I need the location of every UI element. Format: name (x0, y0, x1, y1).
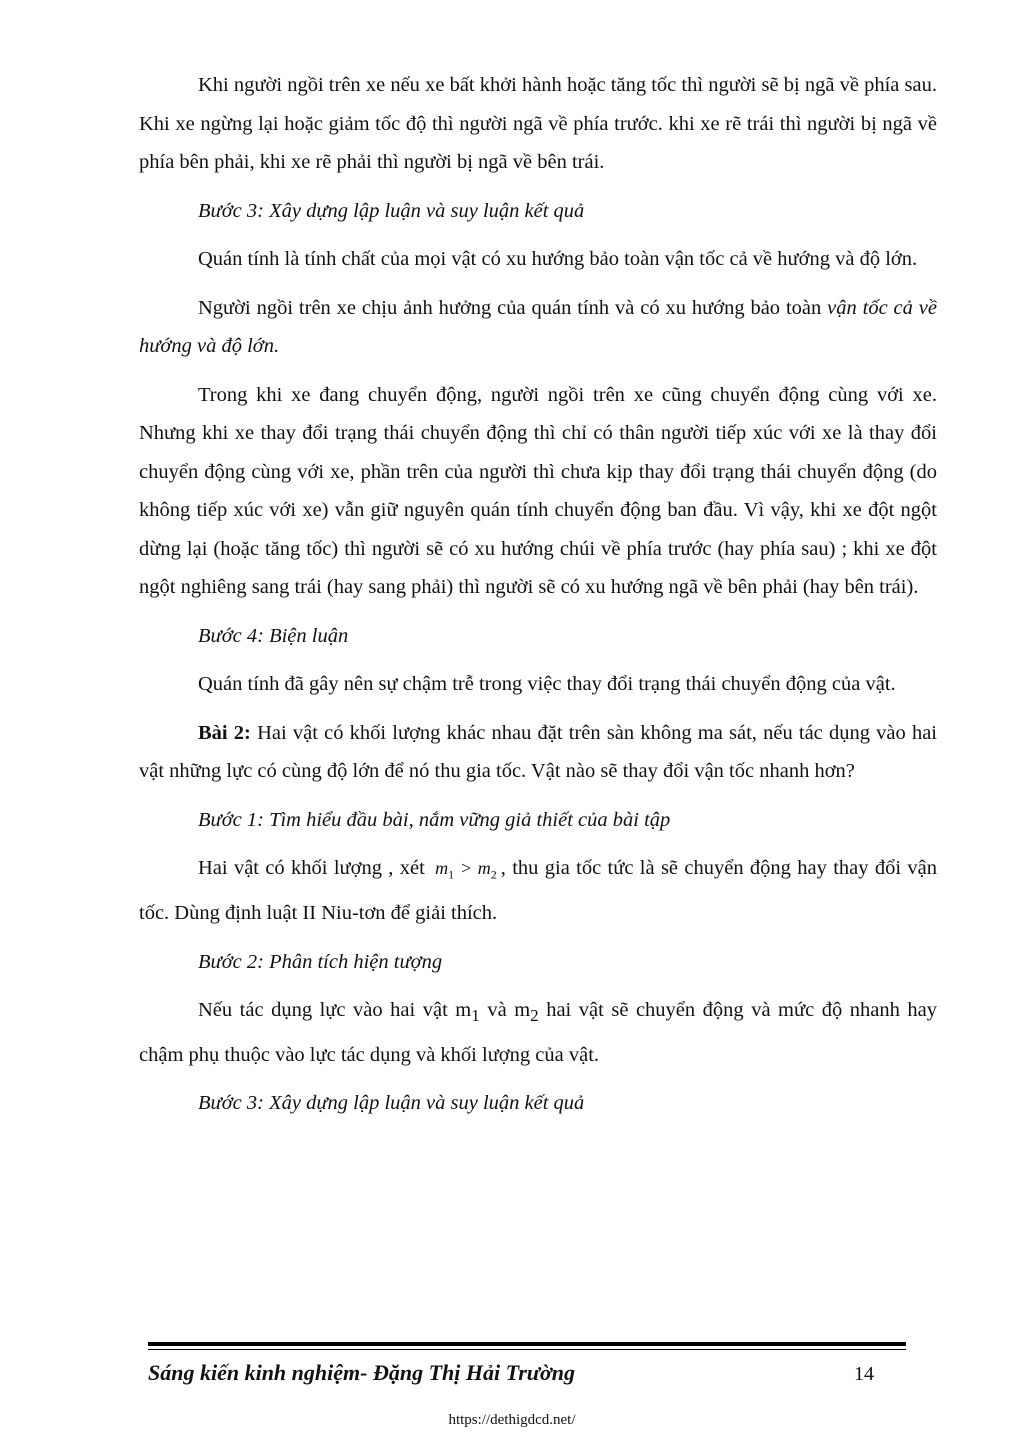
exercise-2-text: Hai vật có khối lượng khác nhau đặt trên sàn không ma sát, nếu tác dụng vào hai vật những lực có cùng độ lớn để nó thu gia tốc. Vật nào sẽ thay đổi vận tốc nhanh hơn? (139, 721, 937, 782)
footer-divider-thin (148, 1349, 906, 1350)
mass-comparison-text-start: Hai vật có khối lượng , xét (198, 857, 432, 879)
passenger-inertia-text: Người ngồi trên xe chịu ảnh hưởng của quán tính và có xu hướng bảo toàn (198, 296, 828, 319)
step-3-heading: Bước 3: Xây dựng lập luận và suy luận kết quả (198, 199, 585, 222)
footer-divider-thick (148, 1342, 906, 1346)
step-3-heading-second: Bước 3: Xây dựng lập luận và suy luận kết quả (198, 1092, 585, 1115)
paragraph-force-application: Nếu tác dụng lực vào hai vật $m_1$ và $m_2$ hai vật sẽ chuyển động và mức độ nhanh hay chậm phụ thuộc vào lực tác dụng và khối lượng của vật. (139, 999, 937, 1066)
passenger-inertia-italic: vận tốc cả về hướng và độ lớn. (139, 296, 937, 357)
step-4-heading: Bước 4: Biện luận (198, 624, 349, 647)
step-1-heading: Bước 1: Tìm hiểu đầu bài, nắm vững giả thiết của bài tập (198, 808, 671, 831)
paragraph-inertia-example: Khi người ngồi trên xe nếu xe bất khởi hành hoặc tăng tốc thì người sẽ bị ngã về phía sau. Khi xe ngừng lại hoặc giảm tốc độ thì người ngã về phía trước. khi xe rẽ trái thì người bị ngã về phía bên phải, khi xe rẽ phải thì người bị ngã về bên trái. (139, 74, 937, 173)
mass-comparison-text-end: , thu gia tốc tức là sẽ chuyển động hay thay đổi vận tốc. Dùng định luật II Niu-tơn để giải thích. (139, 857, 937, 925)
page-body (139, 66, 937, 1133)
page-number: 14 (854, 1363, 874, 1385)
paragraph-motion-explanation: Trong khi xe đang chuyển động, người ngồi trên xe cũng chuyển động cùng với xe. Nhưng khi xe thay đổi trạng thái chuyển động thì chỉ có thân người tiếp xúc với xe là thay đổi chuyển động cùng với xe, phần trên của người thì chưa kịp thay đổi trạng thái chuyển động (do không tiếp xúc với xe) vẫn giữ nguyên quán tính chuyển động ban đầu. Vì vậy, khi xe đột ngột dừng lại (hoặc tăng tốc) thì người sẽ có xu hướng chúi về phía trước (hay phía sau) ; khi xe đột ngột nghiêng sang trái (hay sang phải) thì người sẽ có xu hướng ngã về bên phải (hay bên trái). (139, 383, 937, 598)
paragraph-mass-comparison (139, 849, 937, 933)
exercise-2-label: Bài 2: (198, 721, 251, 744)
paragraph-inertia-conclusion: Quán tính đã gây nên sự chậm trễ trong việc thay đổi trạng thái chuyển động của vật. (198, 673, 896, 695)
paragraph-inertia-definition: Quán tính là tính chất của mọi vật có xu hướng bảo toàn vận tốc cả về hướng và độ lớn. (198, 248, 918, 270)
exercise-2-statement (139, 714, 937, 791)
paragraph-passenger-inertia (139, 289, 937, 366)
mass-inequality-formula: $m_1 > m_2$ (435, 858, 497, 882)
source-url: https://dethigdcd.net/ (448, 1412, 576, 1428)
footer-title: Sáng kiến kinh nghiệm- Đặng Thị Hải Trường (148, 1360, 575, 1385)
step-2-heading: Bước 2: Phân tích hiện tượng (198, 950, 443, 973)
